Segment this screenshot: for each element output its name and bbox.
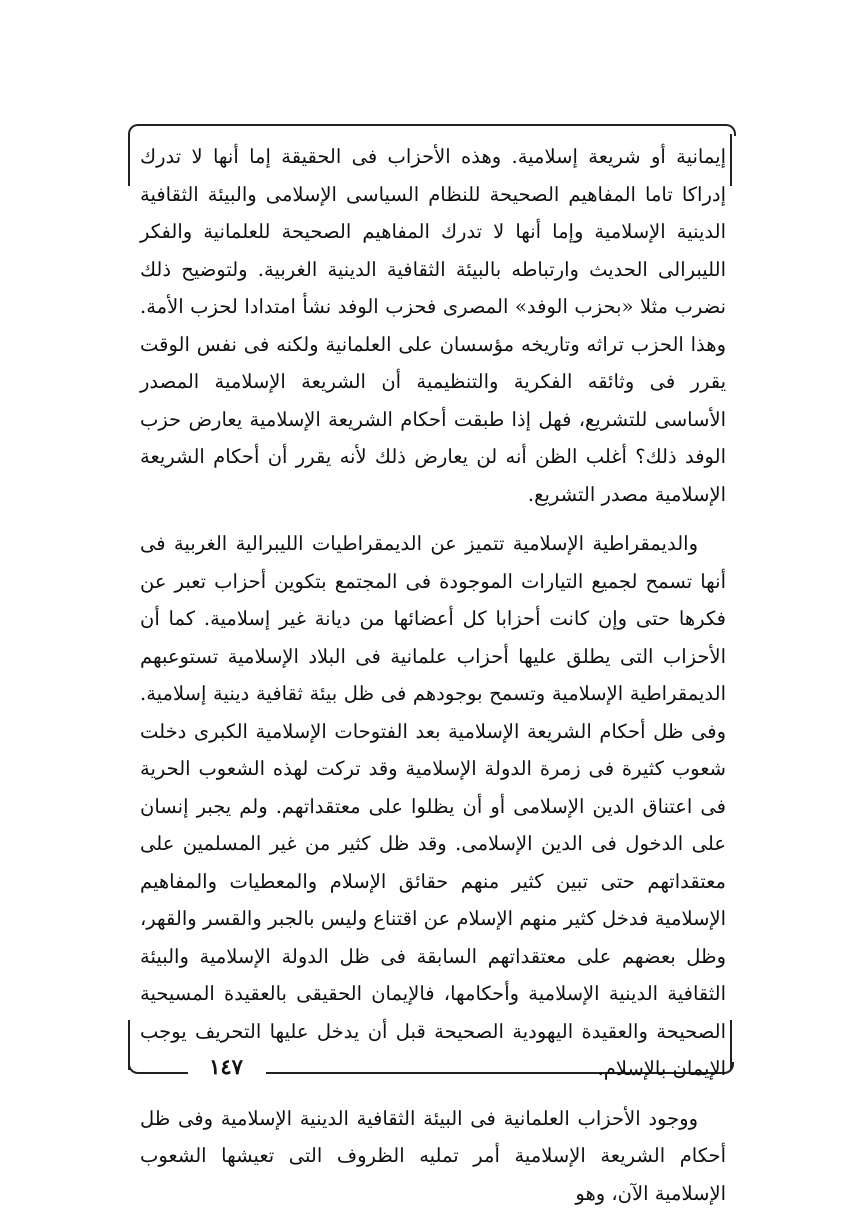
page-frame-right-top [730,134,732,186]
page-frame-left-top [128,134,130,186]
body-text [140,138,726,1212]
page-frame-top [128,124,736,136]
page-number: ١٤٧ [190,1054,262,1080]
paragraph-2: والديمقراطية الإسلامية تتميز عن الديمقراطيات الليبرالية الغربية فى أنها تسمح لجميع التيارات الموجودة فى المجتمع بتكوين أحزاب تعبر عن فكرها حتى وإن كانت أحزابا كل أعضائها من ديانة غير إسلامية. كما أن الأحزاب التى يطلق عليها أحزاب علمانية فى البلاد الإسلامية تستوعبهم الديمقراطية الإسلامية وتسمح بوجودهم فى ظل بيئة ثقافية دينية إسلامية. وفى ظل أحكام الشريعة الإسلامية بعد الفتوحات الإسلامية الكبرى دخلت شعوب كثيرة فى زمرة الدولة الإسلامية وقد تركت لهذه الشعوب الحرية فى اعتناق الدين الإسلامى أو أن يظلوا على معتقداتهم. ولم يجبر إنسان على الدخول فى الدين الإسلامى. وقد ظل كثير من غير المسلمين على معتقداتهم حتى تبين كثير منهم حقائق الإسلام والمعطيات والمفاهيم الإسلامية فدخل كثير منهم الإسلام عن اقتناع وليس بالجبر والقسر والقهر، وظل بعضهم على معتقداتهم السابقة فى ظل الدولة الإسلامية والبيئة الثقافية الدينية الإسلامية وأحكامها، فالإيمان الحقيقى بالعقيدة المسيحية الصحيحة والعقيدة اليهودية الصحيحة قبل أن يدخل عليها التحريف يوجب الإيمان بالإسلام. [140,525,726,1088]
paragraph-1: إيمانية أو شريعة إسلامية. وهذه الأحزاب فى الحقيقة إما أنها لا تدرك إدراكا تاما المفاهيم الصحيحة للنظام السياسى الإسلامى والبيئة الثقافية الدينية الإسلامية وإما أنها لا تدرك المفاهيم الصحيحة للعلمانية والفكر الليبرالى الحديث وارتباطه بالبيئة الثقافية الدينية الغربية. ولتوضيح ذلك نضرب مثلا «بحزب الوفد» المصرى فحزب الوفد نشأ امتدادا لحزب الأمة. وهذا الحزب تراثه وتاريخه مؤسسان على العلمانية ولكنه فى نفس الوقت يقرر فى وثائقه الفكرية والتنظيمية أن الشريعة الإسلامية المصدر الأساسى للتشريع، فهل إذا طبقت أحكام الشريعة الإسلامية يعارض حزب الوفد ذلك؟ أغلب الظن أنه لن يعارض ذلك لأنه يقرر أن أحكام الشريعة الإسلامية مصدر التشريع. [140,138,726,513]
paragraph-3: ووجود الأحزاب العلمانية فى البيئة الثقافية الدينية الإسلامية وفى ظل أحكام الشريعة الإسلامية أمر تمليه الظروف التى تعيشها الشعوب الإسلامية الآن، وهو [140,1100,726,1212]
